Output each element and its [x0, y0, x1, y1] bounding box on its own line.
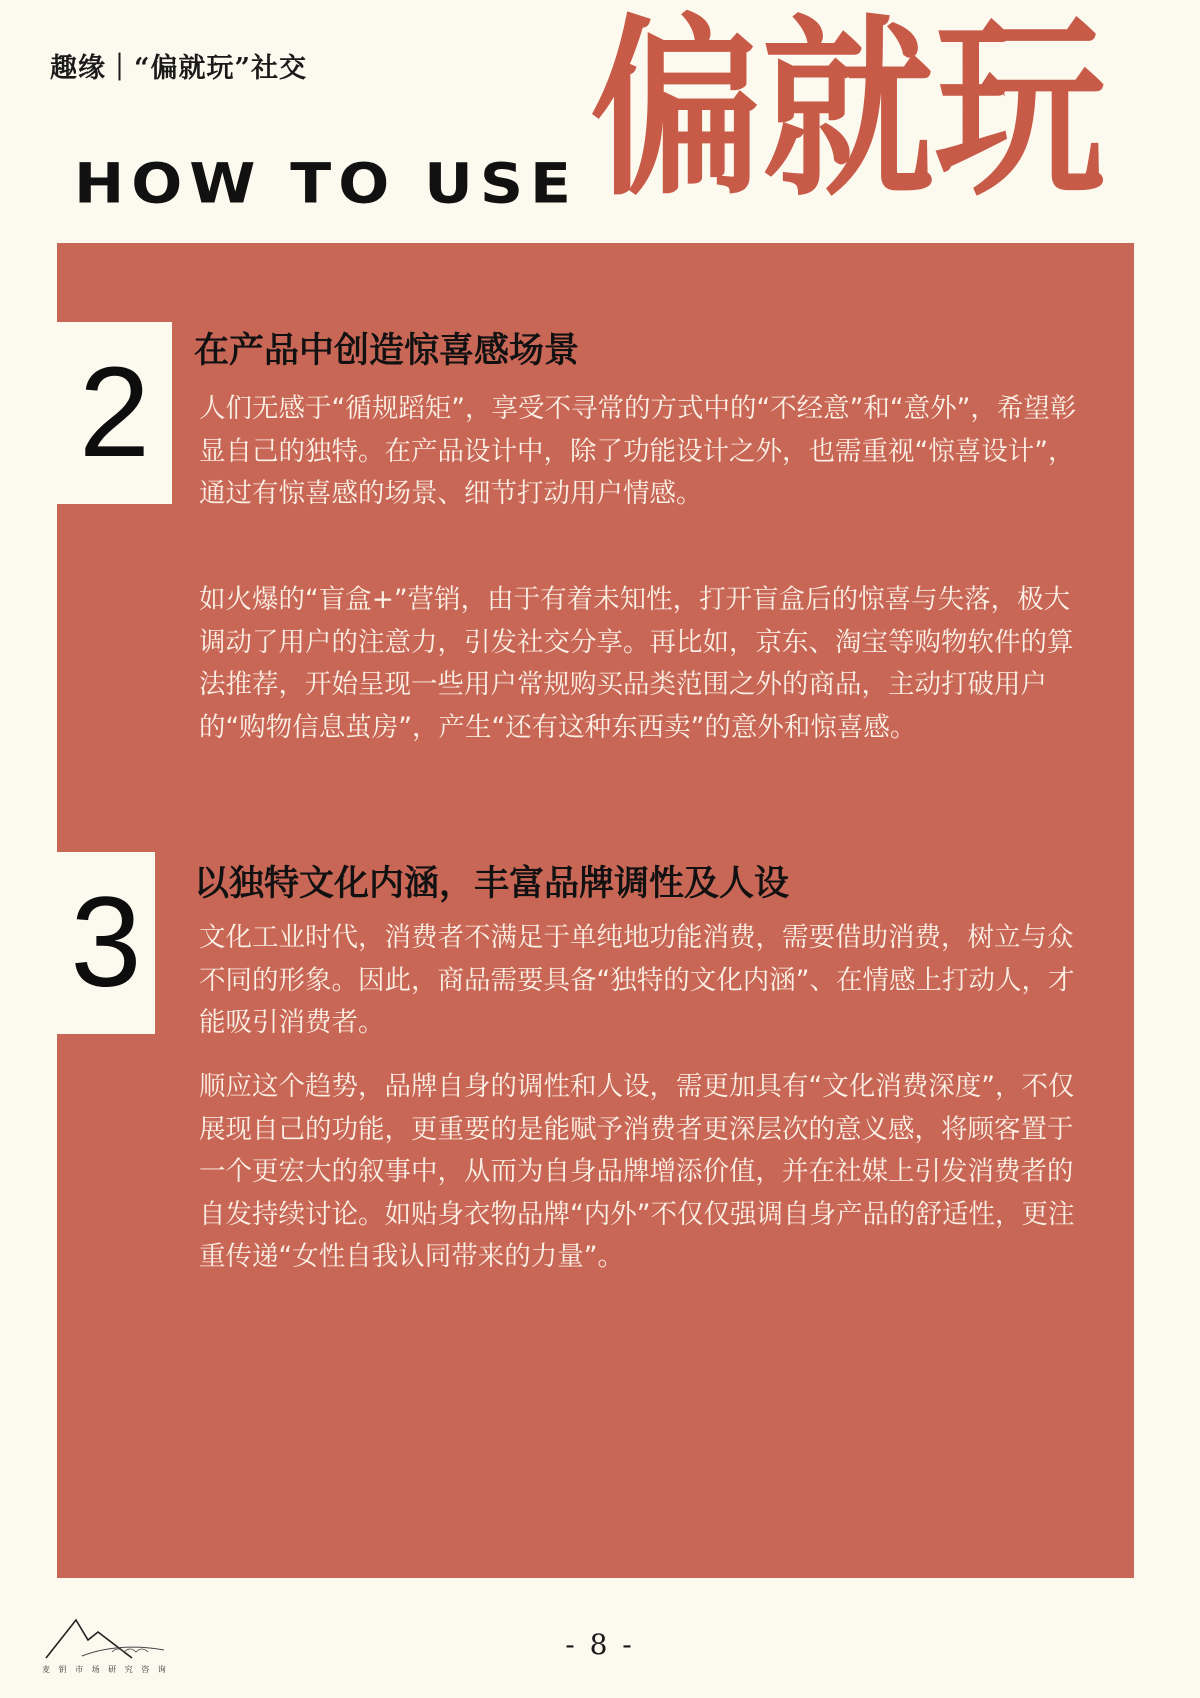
section-heading: 在产品中创造惊喜感场景: [194, 330, 580, 371]
big-title: 偏就玩: [590, 0, 1106, 223]
logo-text: 麦 钥 市 场 研 究 咨 询: [42, 1665, 169, 1674]
section-number: 2: [78, 341, 151, 484]
section-paragraph: 文化工业时代，消费者不满足于单纯地功能消费，需要借助消费，树立与众不同的形象。因此，商品需要具备“独特的文化内涵”、在情感上打动人，才能吸引消费者。: [199, 922, 1075, 1038]
how-to-use-heading: HOW TO USE: [74, 152, 579, 217]
section-paragraph: 人们无感于“循规蹈矩”，享受不寻常的方式中的“不经意”和“意外”，希望彰显自己的独特。在产品设计中，除了功能设计之外，也需重视“惊喜设计”，通过有惊喜感的场景、细节打动用户情感。: [199, 393, 1077, 509]
section-number: 3: [70, 871, 142, 1014]
page-number: - 8 -: [565, 1628, 635, 1661]
section-number-box: [57, 322, 172, 504]
header-tag: 趣缘｜“偏就玩”社交: [50, 53, 308, 84]
section-paragraph: 如火爆的“盲盒+”营销，由于有着未知性，打开盲盒后的惊喜与失落，极大调动了用户的注意力，引发社交分享。再比如，京东、淘宝等购物软件的算法推荐，开始呈现一些用户常规购买品类范围之外的商品，主动打破用户的“购物信息茧房”，产生“还有这种东西卖”的意外和惊喜感。: [199, 584, 1074, 743]
section-heading: 以独特文化内涵，丰富品牌调性及人设: [194, 863, 790, 904]
section-number-box: [57, 852, 155, 1034]
section-paragraph: 顺应这个趋势，品牌自身的调性和人设，需更加具有“文化消费深度”，不仅展现自己的功能，更重要的是能赋予消费者更深层次的意义感，将顾客置于一个更宏大的叙事中，从而为自身品牌增添价值，并在社媒上引发消费者的自发持续讨论。如贴身衣物品牌“内外”不仅仅强调自身产品的舒适性，更注重传递“女性自我认同带来的力量”。: [199, 1071, 1075, 1272]
